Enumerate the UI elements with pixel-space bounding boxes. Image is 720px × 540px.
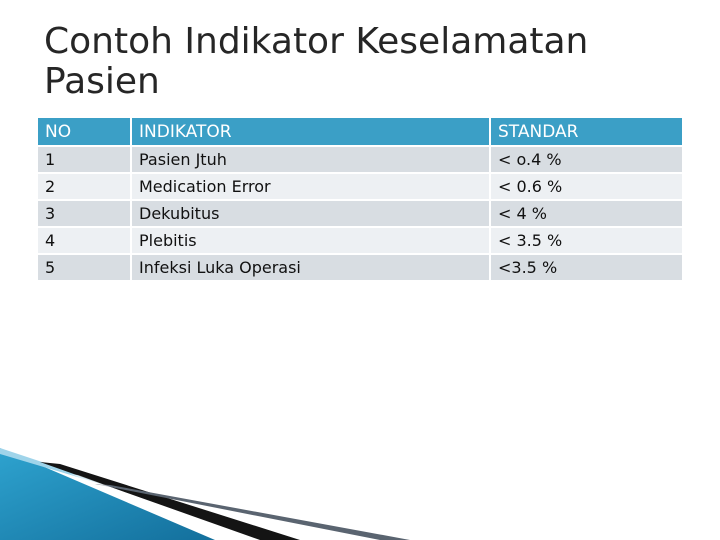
- table-row: [37, 200, 683, 227]
- row-standard: <3.5 %: [490, 254, 683, 281]
- indicator-table: [36, 116, 684, 282]
- table-row: [37, 254, 683, 281]
- table-row: [37, 146, 683, 173]
- row-standard: < o.4 %: [490, 146, 683, 173]
- row-number: 2: [37, 173, 131, 200]
- decorative-corner-swoosh: [0, 440, 720, 540]
- row-standard: < 0.6 %: [490, 173, 683, 200]
- header-no: NO: [37, 117, 131, 146]
- row-indicator: Medication Error: [131, 173, 490, 200]
- row-indicator: Infeksi Luka Operasi: [131, 254, 490, 281]
- row-indicator: Pasien Jtuh: [131, 146, 490, 173]
- row-standard: < 4 %: [490, 200, 683, 227]
- slide-title: Contoh Indikator Keselamatan Pasien: [44, 21, 589, 102]
- row-indicator: Dekubitus: [131, 200, 490, 227]
- table-row: [37, 227, 683, 254]
- header-standar: STANDAR: [490, 117, 683, 146]
- row-number: 5: [37, 254, 131, 281]
- table-header-row: [37, 117, 683, 146]
- row-number: 1: [37, 146, 131, 173]
- header-indikator: INDIKATOR: [131, 117, 490, 146]
- row-indicator: Plebitis: [131, 227, 490, 254]
- row-number: 4: [37, 227, 131, 254]
- table-row: [37, 173, 683, 200]
- row-standard: < 3.5 %: [490, 227, 683, 254]
- row-number: 3: [37, 200, 131, 227]
